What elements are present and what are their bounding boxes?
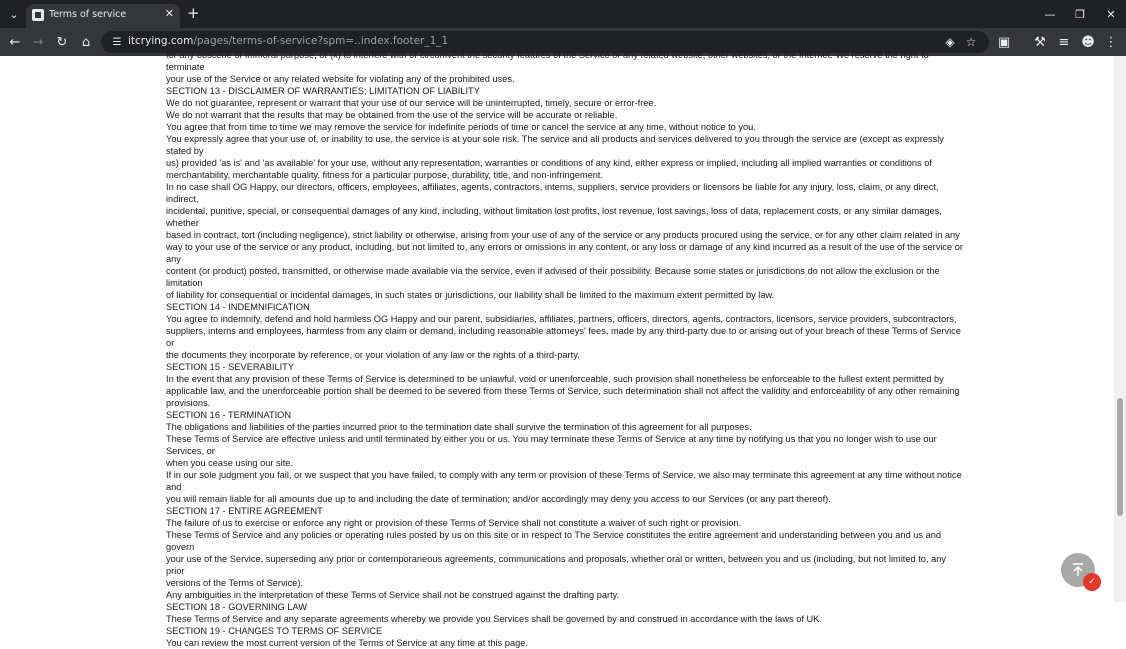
body-line: You agree that from time to time we may remove the service for indefinite periods of time or cancel the service at any time, without notice to you. <box>166 122 756 132</box>
extensions-puzzle-icon[interactable]: ▣ <box>997 34 1011 50</box>
page-viewport <box>0 50 1114 648</box>
body-line: The failure of us to exercise or enforce any right or provision of these Terms of Service shall not constitute a waiver of such right or provision. <box>166 518 742 528</box>
body-line: applicable law, and the unenforceable portion shall be deemed to be severed from these Terms of Service, such determination shall not affect the validity and enforceability of any other remaining <box>166 386 960 396</box>
body-line: merchantability, merchantable quality, fitness for a particular purpose, durability, title, and non-infringement. <box>166 170 604 180</box>
section-17 <box>166 505 966 601</box>
body-line: The obligations and liabilities of the parties incurred prior to the termination date shall survive the termination of this agreement for all purposes. <box>166 422 752 432</box>
tab-title: Terms of service <box>49 9 127 20</box>
body-line: You expressly agree that your use of, or inability to use, the service is at your sole risk. The service and all products and services delivered to you through the service are (except as expressly stated by <box>166 134 944 156</box>
reading-list-icon[interactable]: ≡ <box>1058 34 1070 50</box>
section-16 <box>166 409 966 505</box>
body-line: way to your use of the service or any product, including, but not limited to, any errors or omissions in any content, or any loss or damage of any kind incurred as a result of the use of the service or any <box>166 242 963 264</box>
body-line: your use of the Service or any related website for violating any of the prohibited uses. <box>166 74 515 84</box>
section-13 <box>166 85 966 301</box>
body-line: content (or product) posted, transmitted, or otherwise made available via the service, even if advised of their possibility. Because some states or jurisdictions do not allow the exclusion or the limitation <box>166 266 940 288</box>
restore-window-icon[interactable]: ❐ <box>1075 7 1085 21</box>
body-line: These Terms of Service and any policies or operating rules posted by us on this site or in respect to The Service constitutes the entire agreement and understanding between you and us and govern <box>166 530 942 552</box>
section-15 <box>166 361 966 409</box>
section-heading: SECTION 17 - ENTIRE AGREEMENT <box>166 506 323 516</box>
tab-search-chevron-icon[interactable]: ⌄ <box>9 7 19 21</box>
body-line: You agree to indemnify, defend and hold harmless OG Happy and our parent, subsidiaries, affiliates, partners, officers, directors, agents, contractors, licensors, service providers, subcontractors, <box>166 314 957 324</box>
section-19 <box>166 625 966 649</box>
body-line: provisions. <box>166 398 211 408</box>
menu-kebab-icon[interactable]: ⋮ <box>1104 34 1118 50</box>
eye-slash-icon[interactable]: ◈ <box>945 35 955 49</box>
body-line: We do not guarantee, represent or warrant that your use of our service will be uninterrupted, timely, secure or error-free. <box>166 98 657 108</box>
body-line: the documents they incorporate by reference, or your violation of any law or the rights of a third-party. <box>166 350 580 360</box>
back-arrow-icon[interactable]: ← <box>9 34 21 50</box>
site-info-tune-icon[interactable]: ☰ <box>112 36 122 48</box>
body-line: your use of the Service, superseding any prior or contemporaneous agreements, communications and proposals, whether oral or written, between you and us (including, but not limited to, any prior <box>166 554 946 576</box>
section-heading: SECTION 14 - INDEMNIFICATION <box>166 302 310 312</box>
close-window-icon[interactable]: ✕ <box>1106 7 1116 21</box>
body-line: In the event that any provision of these Terms of Service is determined to be unlawful, void or unenforceable, such provision shall nonetheless be enforceable to the fullest extent permitted by <box>166 374 944 384</box>
body-line: We do not warrant that the results that may be obtained from the use of the service will be accurate or reliable. <box>166 110 618 120</box>
page-scrollbar[interactable] <box>1114 56 1126 602</box>
body-line: when you cease using our site. <box>166 458 294 468</box>
labs-flask-icon[interactable]: ⚒ <box>1034 34 1046 50</box>
body-line: of liability for consequential or incidental damages, in such states or jurisdictions, our liability shall be limited to the maximum extent permitted by law. <box>166 290 775 300</box>
section-heading: SECTION 13 - DISCLAIMER OF WARRANTIES; LIMITATION OF LIABILITY <box>166 86 480 96</box>
close-tab-icon[interactable]: ✕ <box>164 7 174 20</box>
browser-tab-strip <box>0 0 1126 28</box>
chat-widget-icon[interactable]: ✓ <box>1083 573 1101 591</box>
body-line: These Terms of Service and any separate agreements whereby we provide you Services shall be governed by and construed in accordance with the laws of UK. <box>166 614 822 624</box>
home-icon[interactable]: ⌂ <box>81 34 91 50</box>
body-line: you will remain liable for all amounts due up to and including the date of termination; and/or accordingly may deny you access to our Services (or any part thereof). <box>166 494 831 504</box>
body-line: based in contract, tort (including negligence), strict liability or otherwise, arising from your use of any of the service or any products procured using the service, or for any other claim related in any <box>166 230 960 240</box>
body-line: In no case shall OG Happy, our directors, officers, employees, affiliates, agents, contractors, interns, suppliers, service providers or licensors be liable for any injury, loss, claim, or any direct, indirect, <box>166 182 939 204</box>
section-18 <box>166 601 966 625</box>
section-heading: SECTION 19 - CHANGES TO TERMS OF SERVICE <box>166 626 383 636</box>
new-tab-plus-icon[interactable]: + <box>187 4 200 22</box>
profile-avatar-icon[interactable]: ☻ <box>1081 34 1095 50</box>
section-heading: SECTION 16 - TERMINATION <box>166 410 292 420</box>
site-favicon-icon <box>32 9 44 21</box>
bookmark-star-icon[interactable]: ☆ <box>965 35 977 49</box>
tab-terms-of-service[interactable] <box>26 4 180 28</box>
body-line: If in our sole judgment you fail, or we suspect that you have failed, to comply with any term or provision of these Terms of Service, we also may terminate this agreement at any time without notice and <box>166 470 962 492</box>
url-path: /pages/terms-of-service?spm=..index.footer_1_1 <box>193 35 449 47</box>
reload-icon[interactable]: ↻ <box>56 34 68 50</box>
minimize-window-icon[interactable]: — <box>1044 7 1056 21</box>
body-line: suppliers, interns and employees, harmless from any claim or demand, including reasonable attorneys' fees, made by any third-party due to or arising out of your breach of these Terms of Service or <box>166 326 961 348</box>
body-line: versions of the Terms of Service). <box>166 578 304 588</box>
url-text[interactable] <box>128 35 448 47</box>
body-line: incidental, punitive, special, or consequential damages of any kind, including, without limitation lost profits, lost revenue, lost savings, loss of data, replacement costs, or any similar damages, whether <box>166 206 942 228</box>
body-line: us) provided 'as is' and 'as available' for your use, without any representation, warranties or conditions of any kind, either express or implied, including all implied warranties or conditions of <box>166 158 932 168</box>
body-line: for any obscene or immoral purpose; or (k) to interfere with or circumvent the security features of the Service or any related website, other websites, or the Internet. We reserve the right to terminate <box>166 50 929 72</box>
section-heading: SECTION 18 - GOVERNING LAW <box>166 602 307 612</box>
section-14 <box>166 301 966 361</box>
body-line: These Terms of Service are effective unless and until terminated by either you or us. You may terminate these Terms of Service at any time by notifying us that you no longer wish to use our Services, or <box>166 434 937 456</box>
forward-arrow-icon[interactable]: → <box>32 34 44 50</box>
section-heading: SECTION 15 - SEVERABILITY <box>166 362 294 372</box>
scrollbar-thumb[interactable] <box>1117 398 1123 516</box>
arrow-up-icon <box>1070 562 1086 578</box>
url-host: itcrying.com <box>128 35 194 47</box>
body-line: Any ambiguities in the interpretation of these Terms of Service shall not be construed against the drafting party. <box>166 590 620 600</box>
terms-content <box>166 49 966 649</box>
body-line: You can review the most current version of the Terms of Service at any time at this page. <box>166 638 528 648</box>
